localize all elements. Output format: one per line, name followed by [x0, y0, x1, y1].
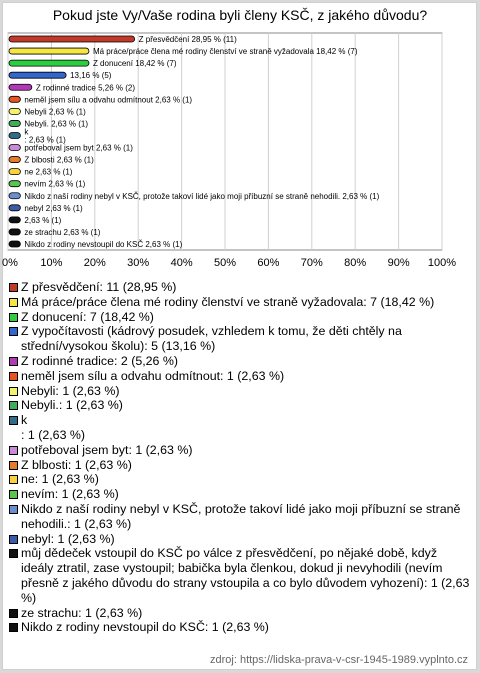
x-tick-label: 20%	[83, 257, 106, 269]
legend-item	[8, 606, 470, 621]
legend-swatch	[9, 387, 18, 396]
legend-item	[8, 546, 473, 605]
bar-label: potřeboval jsem byt 2,63 % (1)	[24, 143, 133, 153]
legend-swatch	[9, 313, 18, 322]
bar-label: ze strachu 2,63 % (1)	[24, 227, 101, 237]
legend-swatch	[9, 549, 18, 558]
legend-swatch	[9, 283, 18, 292]
legend-label: ze strachu: 1 (2,63 %)	[21, 605, 143, 620]
legend-item	[8, 472, 470, 487]
bar	[9, 72, 66, 78]
legend-swatch	[9, 535, 18, 544]
legend-item	[8, 398, 470, 413]
legend-swatch	[9, 446, 18, 455]
bar-label: Nebyli. 2,63 % (1)	[24, 119, 89, 129]
legend-swatch	[9, 461, 18, 470]
bar	[9, 84, 32, 90]
bar-label: Nikdo z naší rodiny nebyl v KSČ, protože takoví lidé jako moji příbuzní se straně nehodili. 2,63 % (1)	[24, 191, 380, 201]
legend-item	[8, 384, 470, 399]
bar	[9, 181, 20, 187]
legend-label: potřeboval jsem byt: 1 (2,63 %)	[21, 442, 193, 457]
legend-label: Z blbosti: 1 (2,63 %)	[21, 457, 132, 472]
legend-swatch	[9, 609, 18, 618]
legend-item	[8, 532, 470, 547]
bar	[9, 169, 20, 175]
x-tick-label: 50%	[213, 257, 237, 269]
legend-label: Má práce/práce člena mé rodiny členství ve straně vyžadovala: 7 (18,42 %)	[21, 294, 435, 309]
legend-swatch	[9, 475, 18, 484]
legend-label: k : 1 (2,63 %)	[21, 413, 86, 442]
bar-chart-plot	[0, 0, 480, 280]
legend-swatch	[9, 623, 18, 632]
x-tick-label: 60%	[257, 257, 280, 269]
legend-swatch	[9, 327, 18, 336]
legend-item	[8, 502, 470, 532]
legend-swatch	[9, 490, 18, 499]
bar	[9, 60, 89, 66]
bar-label: Má práce/práce člena mé rodiny členství ve straně vyžadovala 18,42 % (7)	[92, 47, 358, 57]
legend-label: Nebyli.: 1 (2,63 %)	[21, 398, 123, 413]
bar	[9, 120, 20, 126]
legend-swatch	[9, 357, 18, 366]
legend-swatch	[9, 372, 18, 381]
legend-item	[8, 280, 470, 295]
legend-label: ne: 1 (2,63 %)	[21, 472, 99, 487]
legend-label: Nikdo z rodiny nevstoupil do KSČ: 1 (2,63 %)	[21, 620, 269, 635]
legend-swatch	[9, 416, 18, 425]
legend-label: Z vypočítavosti (kádrový posudek, vzhledem k tomu, že děti chtěly na střední/vysokou školu): 5 (13,16 %)	[21, 324, 406, 354]
x-tick-label: 10%	[40, 257, 63, 269]
bar	[9, 96, 20, 102]
bar	[9, 205, 20, 211]
bar	[9, 193, 20, 199]
bar-label: Z blbosti 2,63 % (1)	[24, 155, 94, 165]
legend-label: Z donucení: 7 (18,42 %)	[21, 309, 154, 324]
bar-label: nebyl 2,63 % (1)	[24, 203, 83, 213]
bar-label: neměl jsem sílu a odvahu odmítnout 2,63 % (1)	[24, 95, 193, 105]
bar	[9, 48, 89, 54]
legend-item	[8, 413, 470, 443]
legend-item	[8, 310, 470, 325]
legend-item	[8, 487, 470, 502]
bar	[9, 229, 20, 235]
bar	[9, 217, 20, 223]
bar	[9, 145, 20, 151]
legend-label: neměl jsem sílu a odvahu odmítnout: 1 (2,63 %)	[21, 368, 285, 383]
legend-item	[8, 458, 470, 473]
legend-swatch	[9, 401, 18, 410]
bar	[9, 108, 20, 114]
legend-item	[8, 354, 470, 369]
chart-legend	[8, 280, 473, 635]
legend-label: nevím: 1 (2,63 %)	[21, 487, 119, 502]
legend-swatch	[9, 505, 18, 514]
bar	[9, 132, 20, 138]
x-tick-label: 40%	[170, 257, 193, 269]
bar-label: Nikdo z rodiny nevstoupil do KSČ 2,63 % (1)	[24, 239, 183, 249]
bar-label: Nebyli 2,63 % (1)	[24, 107, 86, 117]
legend-label: Nebyli: 1 (2,63 %)	[21, 383, 120, 398]
legend-item	[8, 369, 470, 384]
x-tick-label: 0%	[2, 257, 18, 269]
x-tick-label: 70%	[300, 257, 323, 269]
bar-label: ne 2,63 % (1)	[24, 167, 73, 177]
legend-label: nebyl: 1 (2,63 %)	[21, 531, 115, 546]
bar-label: Z rodinné tradice 5,26 % (2)	[35, 83, 136, 93]
legend-label: Nikdo z naší rodiny nebyl v KSČ, protože takoví lidé jako moji příbuzní se straně nehodili.: 1 (2,63 %)	[21, 501, 464, 531]
bar-label: nevím 2,63 % (1)	[24, 179, 86, 189]
legend-swatch	[9, 298, 18, 307]
bar	[9, 241, 20, 247]
bar-label: 2,63 % (1)	[24, 215, 62, 225]
bar-label: Z donucení 18,42 % (7)	[92, 59, 177, 69]
bar-label: k : 2,63 % (1)	[24, 127, 66, 145]
legend-item	[8, 295, 470, 310]
x-tick-label: 80%	[344, 257, 367, 269]
x-tick-label: 30%	[127, 257, 150, 269]
chart-title: Pokud jste Vy/Vaše rodina byli členy KSČ, z jakého důvodu?	[52, 7, 428, 23]
legend-label: můj dědeček vstoupil do KSČ po válce z přesvědčení, po nějaké době, když ideály ztratil, zase vystoupil; babička byla členkou, dokud ji nevyhodili (nevím přesně z jakého důvodu do strany vstoupila a co bylo důvodem vyhození): 1 (2,63 %)	[21, 546, 473, 605]
legend-label: Z přesvědčení: 11 (28,95 %)	[21, 280, 177, 294]
source-note: zdroj: https://lidska-prava-v-csr-1945-1989.vyplnto.cz	[210, 654, 468, 666]
legend-label: Z rodinné tradice: 2 (5,26 %)	[21, 353, 179, 368]
x-tick-label: 100%	[427, 257, 457, 269]
x-tick-label: 90%	[387, 257, 410, 269]
bar-label: Z přesvědčení 28,95 % (11)	[138, 35, 237, 45]
legend-item	[8, 324, 470, 354]
legend-item	[8, 443, 470, 458]
legend-item	[8, 620, 470, 635]
bar	[9, 157, 20, 163]
bar	[9, 36, 135, 42]
bar-label: 13,16 % (5)	[70, 71, 112, 81]
